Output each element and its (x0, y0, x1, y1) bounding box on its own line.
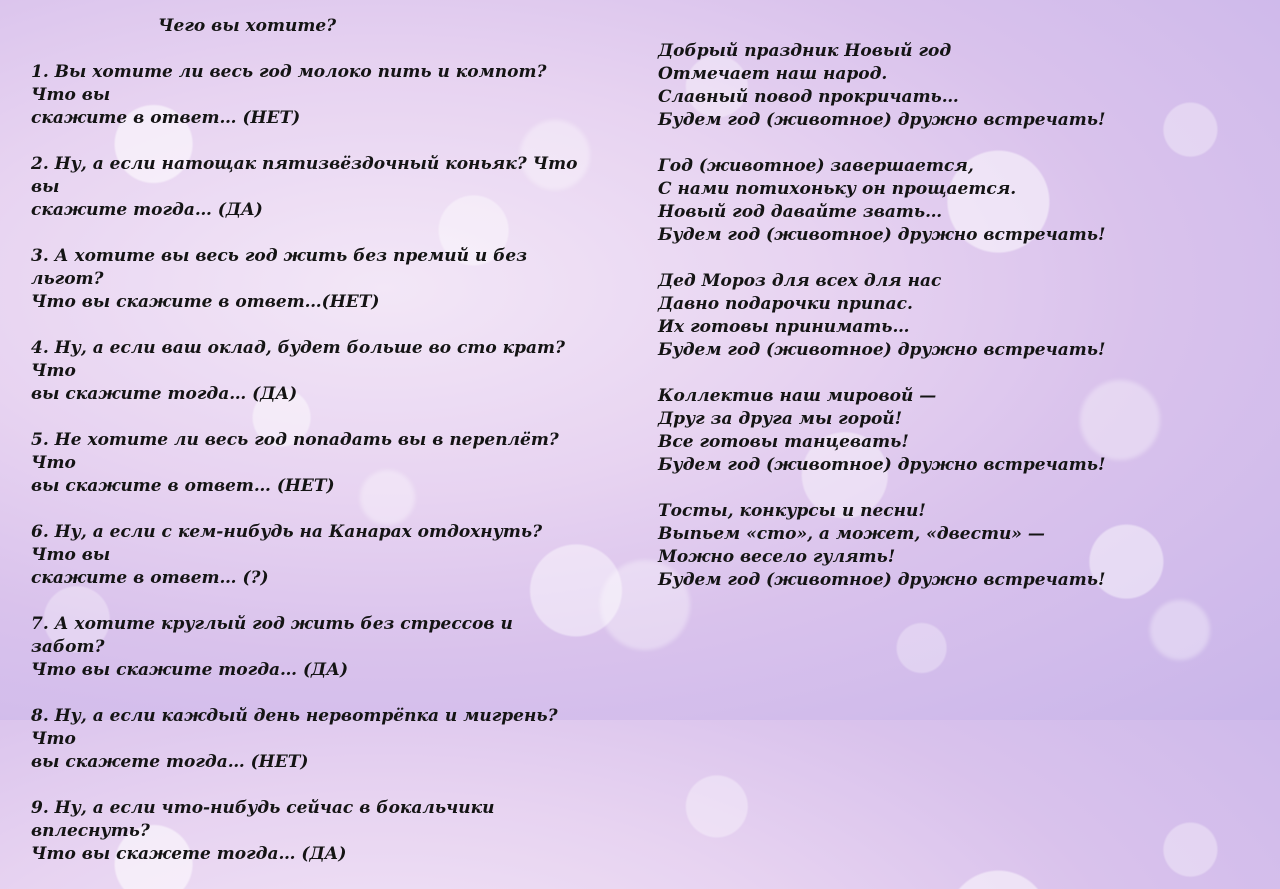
poem-line: Будем год (животное) дружно встречать! (658, 455, 1106, 475)
poem-line: Выпьем «сто», а может, «двести» — (658, 524, 1045, 544)
question-item: 1. Вы хотите ли весь год молоко пить и компот? Что вы скажите в ответ… (НЕТ) (31, 62, 547, 128)
poem-stanza (658, 270, 1258, 362)
poem-line: Коллектив наш мировой — (658, 386, 937, 406)
poem-line: Будем год (животное) дружно встречать! (658, 570, 1106, 590)
poem-line: Будем год (животное) дружно встречать! (658, 225, 1106, 245)
poem-line: Славный повод прокричать… (658, 87, 959, 107)
poem-column (658, 40, 1258, 615)
poem-stanza (658, 385, 1258, 477)
poem-line: Все готовы танцевать! (658, 432, 909, 452)
question-item: 4. Ну, а если ваш оклад, будет больше во сто крат? Что вы скажите тогда… (ДА) (31, 338, 565, 404)
poem-line: Друг за друга мы горой! (658, 409, 903, 429)
poem-line: Отмечает наш народ. (658, 64, 888, 84)
poem-stanza (658, 155, 1258, 247)
poem-line: Давно подарочки припас. (658, 294, 913, 314)
questions-title: Чего вы хотите? (158, 16, 337, 36)
question-item: 7. А хотите круглый год жить без стрессов и забот? Что вы скажите тогда… (ДА) (31, 614, 513, 680)
poem-stanza (658, 40, 1258, 132)
poem-line: Будем год (животное) дружно встречать! (658, 110, 1106, 130)
poem-line: Их готовы принимать… (658, 317, 910, 337)
question-item: 2. Ну, а если натощак пятизвёздочный коньяк? Что вы скажите тогда… (ДА) (31, 154, 578, 220)
poem-line: Новый год давайте звать… (658, 202, 943, 222)
poem-line: Добрый праздник Новый год (658, 41, 952, 61)
poem-line: Можно весело гулять! (658, 547, 896, 567)
poem-line: Дед Мороз для всех для нас (658, 271, 942, 291)
poem-line: С нами потихоньку он прощается. (658, 179, 1017, 199)
poem-line: Год (животное) завершается, (658, 156, 974, 176)
poem-line: Будем год (животное) дружно встречать! (658, 340, 1106, 360)
poem-line: Тосты, конкурсы и песни! (658, 501, 926, 521)
question-item: 5. Не хотите ли весь год попадать вы в переплёт? Что вы скажите в ответ… (НЕТ) (31, 430, 559, 496)
question-item: 3. А хотите вы весь год жить без премий и без льгот? Что вы скажите в ответ…(НЕТ) (31, 246, 528, 312)
poem-stanza (658, 500, 1258, 592)
questions-column (31, 15, 591, 889)
question-item: 6. Ну, а если с кем-нибудь на Канарах отдохнуть? Что вы скажите в ответ… (?) (31, 522, 543, 588)
question-item: 9. Ну, а если что-нибудь сейчас в бокальчики вплеснуть? Что вы скажете тогда… (ДА) (31, 798, 495, 864)
question-item: 8. Ну, а если каждый день нервотрёпка и мигрень? Что вы скажете тогда… (НЕТ) (31, 706, 558, 772)
